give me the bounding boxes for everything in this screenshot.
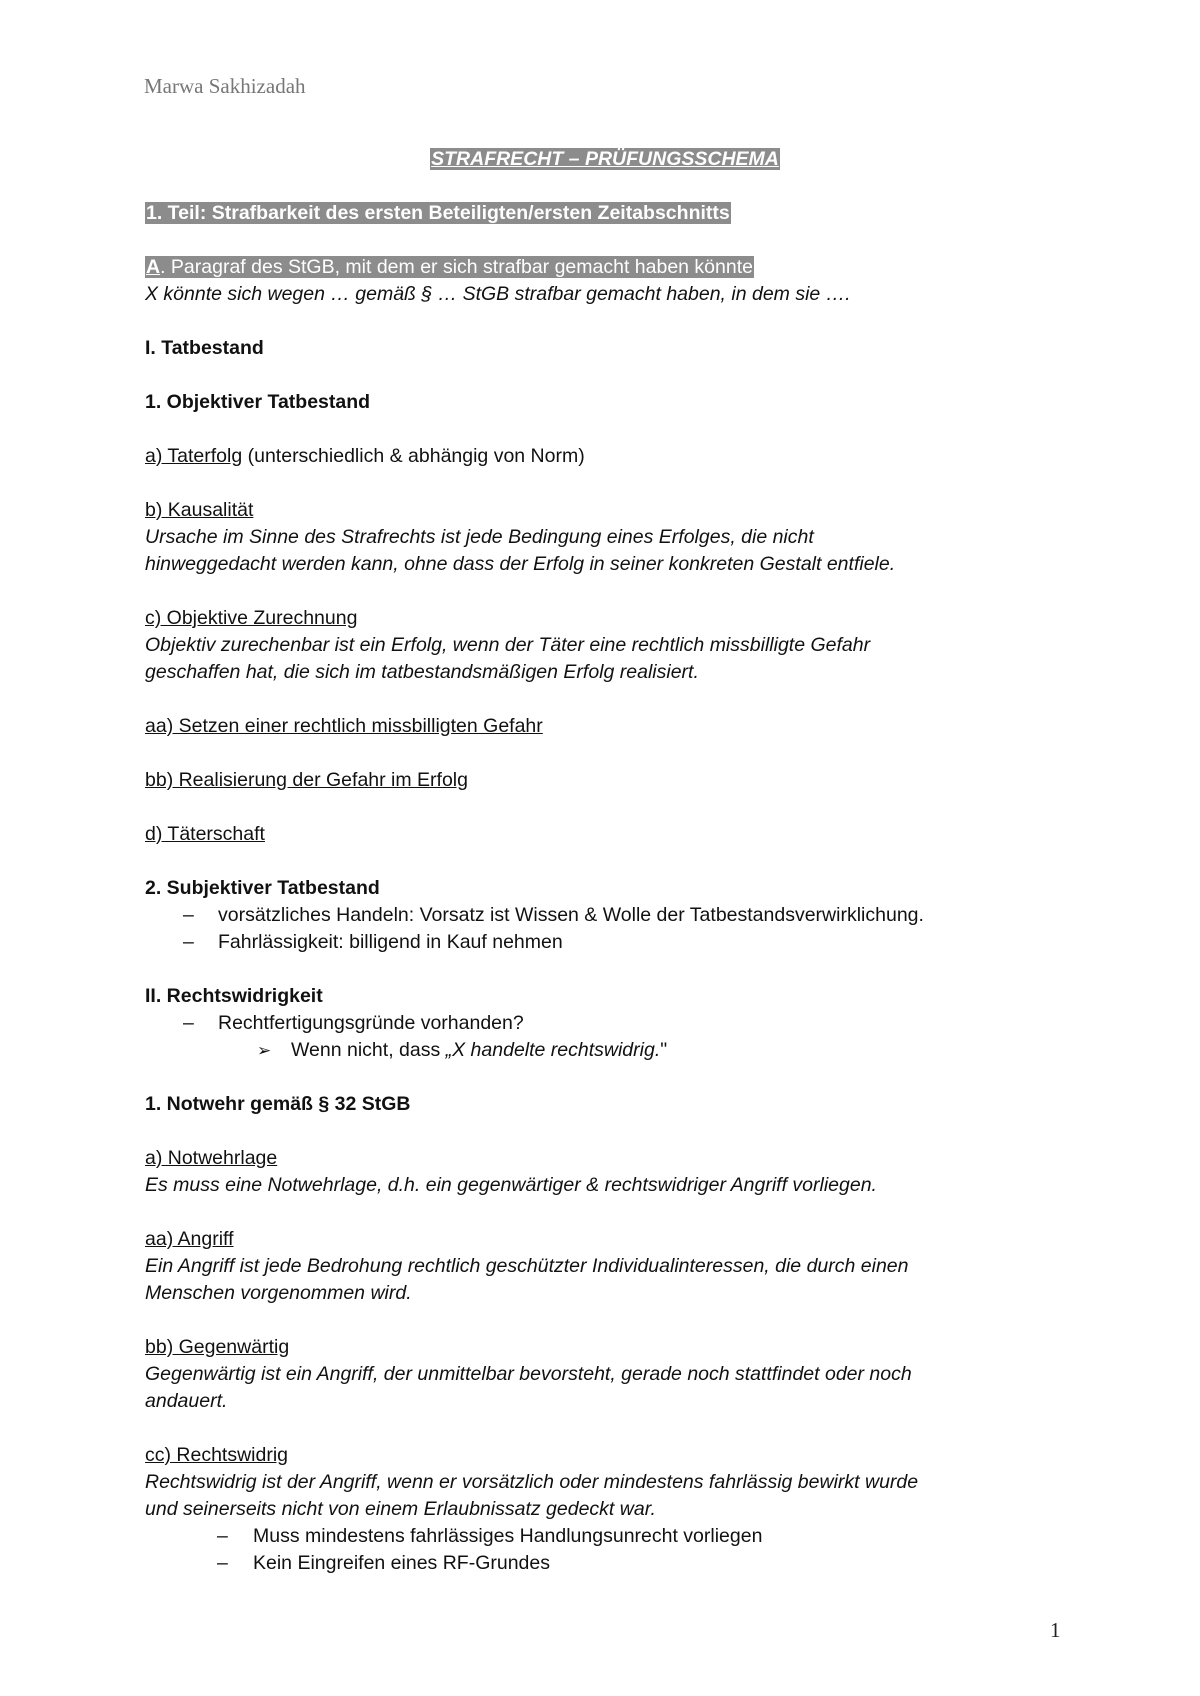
subitem-quote: „X handelte rechtswidrig. [445,1039,661,1061]
list-item [145,1550,1065,1577]
gegenwaertig-label: bb) Gegenwärtig [145,1336,290,1358]
section-a-letter: A [146,256,161,278]
subitem-text: Wenn nicht, dass [291,1039,446,1061]
subjektiv-list [145,902,1065,956]
angriff-text-2: Menschen vorgenommen wird. [145,1282,412,1304]
angriff-label: aa) Angriff [145,1228,234,1250]
rechtswidrigkeit-list [145,1010,1065,1064]
notwehrlage-label: a) Notwehrlage [145,1147,278,1169]
section-a-highlight [145,256,754,278]
list-item [145,1010,1065,1037]
list-item [145,1523,1065,1550]
list-item-text: Fahrlässigkeit: billigend in Kauf nehmen [218,931,563,953]
section-a-text: X könnte sich wegen … gemäß § … StGB strafbar gemacht haben, in dem sie …. [145,283,851,305]
dash-bullet: – [183,931,194,953]
document-title: STRAFRECHT – PRÜFUNGSSCHEMA [431,148,779,170]
zurechnung-text-1: Objektiv zurechenbar ist ein Erfolg, wenn der Täter eine rechtlich missbilligte Gefahr [145,634,871,656]
document-body [145,146,1065,1577]
rechtswidrig-text-1: Rechtswidrig ist der Angriff, wenn er vorsätzlich oder mindestens fahrlässig bewirkt wurde [145,1471,919,1493]
heading-objektiver-tatbestand: 1. Objektiver Tatbestand [145,391,371,413]
zurechnung-label: c) Objektive Zurechnung [145,607,358,629]
taeterschaft-label: d) Täterschaft [145,823,265,845]
angriff-text-1: Ein Angriff ist jede Bedrohung rechtlich geschützter Individualinteressen, die durch einen [145,1255,909,1277]
list-subitem [145,1037,1065,1064]
section-a-title: . Paragraf des StGB, mit dem er sich strafbar gemacht haben könnte [160,256,753,278]
part-heading-line [145,200,1065,227]
list-item-text: Rechtfertigungsgründe vorhanden? [218,1012,524,1034]
heading-tatbestand: I. Tatbestand [145,337,264,359]
subitem-close-quote: " [660,1039,668,1061]
list-item [145,902,1065,929]
title-line [145,146,1065,173]
page-number: 1 [1050,1618,1061,1642]
list-item [145,929,1065,956]
notwehrlage-text: Es muss eine Notwehrlage, d.h. ein gegenwärtiger & rechtswidriger Angriff vorliegen. [145,1174,877,1196]
kausalitaet-label: b) Kausalität [145,499,254,521]
list-item-text: Muss mindestens fahrlässiges Handlungsunrecht vorliegen [253,1525,763,1547]
kausalitaet-text-2: hinweggedacht werden kann, ohne dass der Erfolg in seiner konkreten Gestalt entfiele. [145,553,896,575]
dash-bullet: – [183,904,194,926]
heading-subjektiver-tatbestand: 2. Subjektiver Tatbestand [145,877,380,899]
dash-bullet: – [183,1012,194,1034]
rechtswidrig-label: cc) Rechtswidrig [145,1444,289,1466]
taterfolg-label: a) Taterfolg [145,445,243,467]
arrow-bullet-icon: ➢ [257,1041,272,1060]
heading-rechtswidrigkeit: II. Rechtswidrigkeit [145,985,323,1007]
heading-notwehr: 1. Notwehr gemäß § 32 StGB [145,1093,411,1115]
section-a-heading [145,254,1065,281]
gegenwaertig-text-1: Gegenwärtig ist ein Angriff, der unmittelbar bevorsteht, gerade noch stattfindet oder noch [145,1363,912,1385]
rechtswidrig-list [145,1523,1065,1577]
part-heading: 1. Teil: Strafbarkeit des ersten Beteiligten/ersten Zeitabschnitts [146,202,730,224]
rechtswidrig-text-2: und seinerseits nicht von einem Erlaubnissatz gedeckt war. [145,1498,656,1520]
zurechnung-aa: aa) Setzen einer rechtlich missbilligten Gefahr [145,715,543,737]
taterfolg-line [145,443,1065,470]
list-item-text: vorsätzliches Handeln: Vorsatz ist Wissen & Wolle der Tatbestandsverwirklichung. [218,904,924,926]
zurechnung-bb: bb) Realisierung der Gefahr im Erfolg [145,769,468,791]
zurechnung-text-2: geschaffen hat, die sich im tatbestandsmäßigen Erfolg realisiert. [145,661,699,683]
dash-bullet: – [217,1525,228,1547]
kausalitaet-text-1: Ursache im Sinne des Strafrechts ist jede Bedingung eines Erfolges, die nicht [145,526,814,548]
list-item-text: Kein Eingreifen eines RF-Grundes [253,1552,550,1574]
taterfolg-note: (unterschiedlich & abhängig von Norm) [242,445,585,467]
header-author: Marwa Sakhizadah [144,74,306,98]
gegenwaertig-text-2: andauert. [145,1390,228,1412]
dash-bullet: – [217,1552,228,1574]
